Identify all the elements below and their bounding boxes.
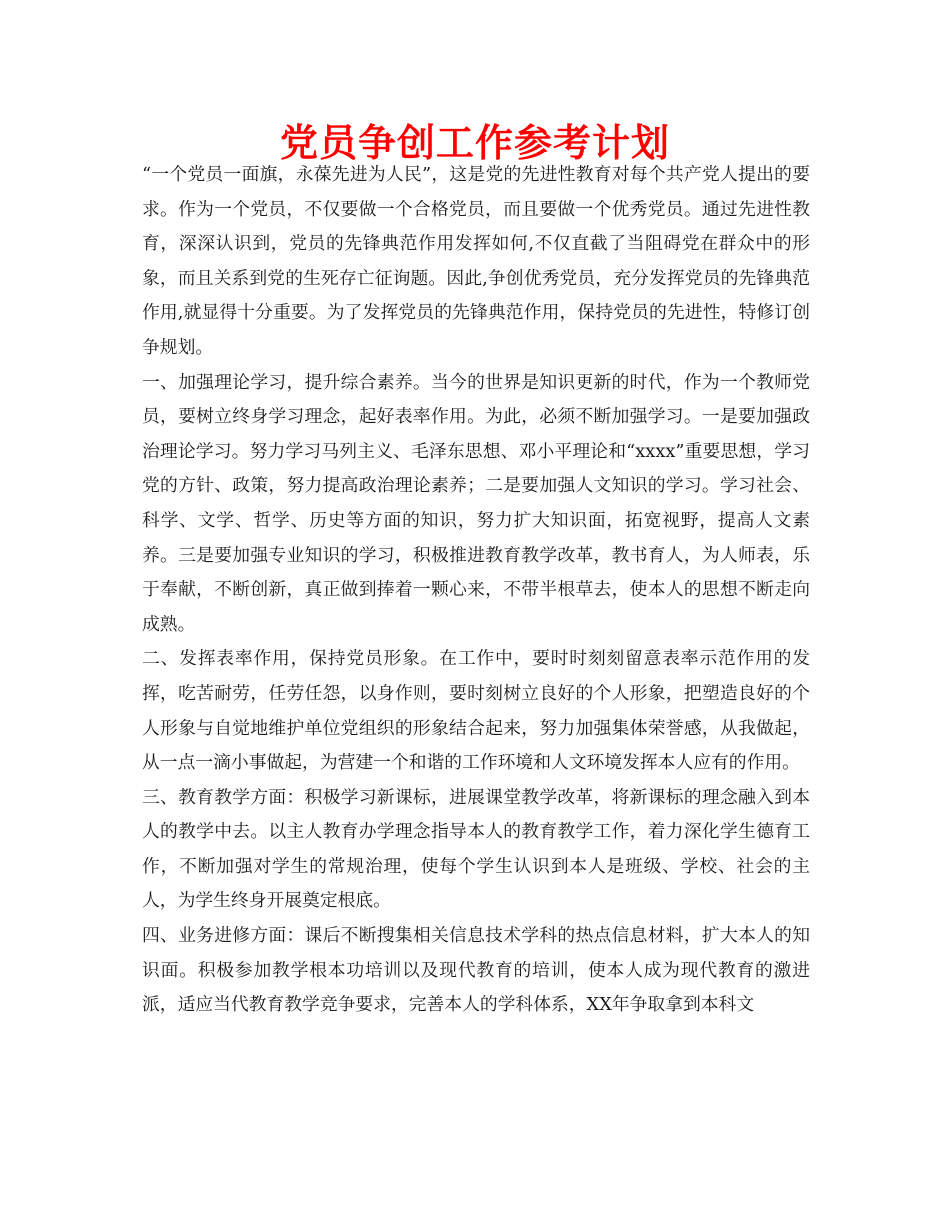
paragraph-intro: “一个党员一面旗，永葆先进为人民”，这是党的先进性教育对每个共产党人提出的要求。作为一个党员，不仅要做一个合格党员，而且要做一个优秀党员。通过先进性教育，深深认识到，党员的先锋典范作用发挥如何,不仅直截了当阻碍党在群众中的形象，而且关系到党的生死存亡征询题。因此,争创优秀党员，充分发挥党员的先锋典范作用,就显得十分重要。为了发挥党员的先锋典范作用，保持党员的先进性，特修订创争规划。 bbox=[142, 164, 810, 358]
paragraph-section-2: 二、发挥表率作用，保持党员形象。在工作中，要时时刻刻留意表率示范作用的发挥，吃苦耐劳，任劳任怨，以身作则，要时刻树立良好的个人形象，把塑造良好的个人形象与自觉地维护单位党组织的形象结合起来，努力加强集体荣誉感，从我做起，从一点一滴小事做起，为营建一个和谐的工作环境和人文环境发挥本人应有的作用。 bbox=[142, 648, 810, 774]
paragraph-section-1: 一、加强理论学习，提升综合素养。当今的世界是知识更新的时代，作为一个教师党员，要树立终身学习理念，起好表率作用。为此，必须不断加强学习。一是要加强政治理论学习。努力学习马列主义、毛泽东思想、邓小平理论和“xxxx”重要思想，学习党的方针、政策，努力提高政治理论素养；二是要加强人文知识的学习。学习社会、科学、文学、哲学、历史等方面的知识，努力扩大知识面，拓宽视野，提高人文素养。三是要加强专业知识的学习，积极推进教育教学改革，教书育人，为人师表，乐于奉献，不断创新，真正做到捧着一颗心来，不带半根草去，使本人的思想不断走向成熟。 bbox=[142, 371, 810, 635]
document-title: 党员争创工作参考计划 bbox=[279, 121, 670, 165]
document-body bbox=[142, 158, 810, 1023]
paragraph-section-3: 三、教育教学方面：积极学习新课标，进展课堂教学改革，将新课标的理念融入到本人的教学中去。以主人教育办学理念指导本人的教育教学工作，着力深化学生德育工作，不断加强对学生的常规治理，使每个学生认识到本人是班级、学校、社会的主人，为学生终身开展奠定根底。 bbox=[142, 786, 810, 912]
paragraph-section-4: 四、业务进修方面：课后不断搜集相关信息技术学科的热点信息材料，扩大本人的知识面。积极参加教学根本功培训以及现代教育的培训，使本人成为现代教育的激进派，适应当代教育教学竞争要求，完善本人的学科体系，XX年争取拿到本科文 bbox=[142, 925, 810, 1016]
